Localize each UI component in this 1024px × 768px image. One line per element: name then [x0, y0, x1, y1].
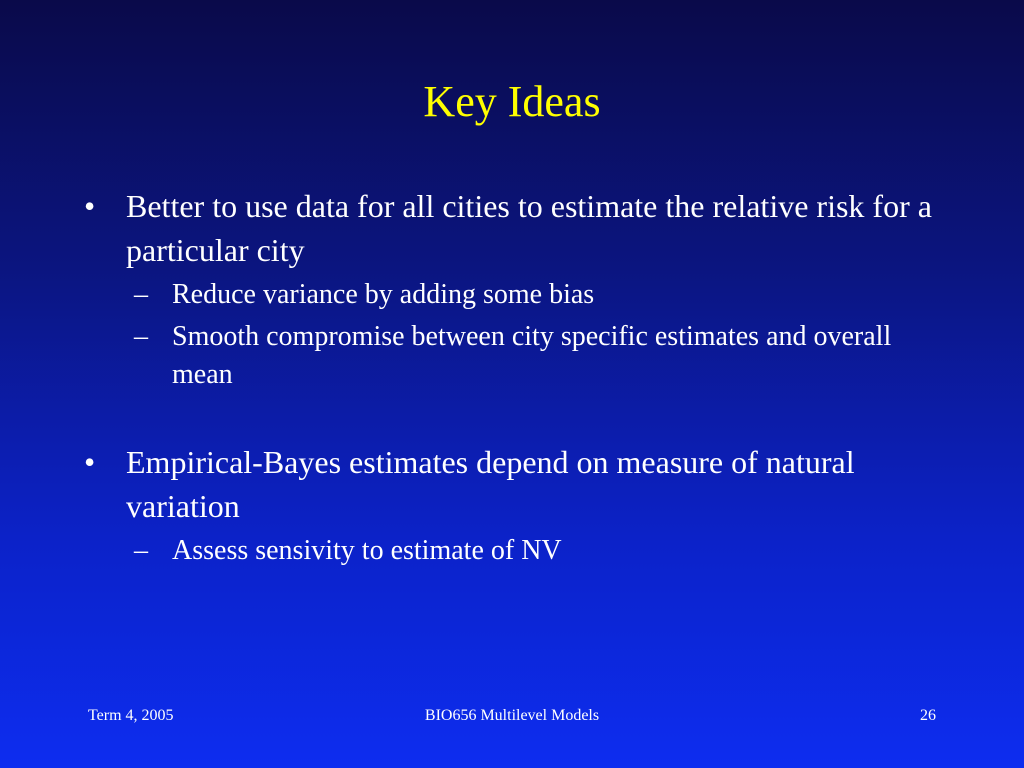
footer-term: Term 4, 2005 — [88, 707, 174, 724]
slide-title: Key Ideas — [423, 77, 601, 126]
bullet-item — [84, 440, 944, 528]
sub-bullet-text: Reduce variance by adding some bias — [172, 279, 595, 310]
bullet-icon: • — [84, 444, 96, 480]
bullet-item — [84, 184, 944, 272]
slide-body — [84, 184, 944, 570]
dash-icon: – — [134, 535, 148, 566]
dash-icon: – — [134, 279, 148, 310]
bullet-text: Better to use data for all cities to estimate the relative risk for a particular city — [126, 188, 932, 268]
sub-bullet-text: Assess sensivity to estimate of NV — [172, 535, 562, 566]
footer-course: BIO656 Multilevel Models — [424, 707, 600, 724]
sub-bullet-text: Smooth compromise between city specific estimates and overall mean — [172, 321, 892, 390]
sub-bullet-item — [84, 532, 944, 570]
dash-icon: – — [134, 321, 148, 352]
bullet-icon: • — [84, 188, 96, 224]
bullet-text: Empirical-Bayes estimates depend on measure of natural variation — [126, 444, 855, 524]
sub-bullet-item — [84, 318, 944, 394]
footer-page-number: 26 — [920, 707, 936, 724]
sub-bullet-item — [84, 276, 944, 314]
spacer — [84, 394, 944, 440]
